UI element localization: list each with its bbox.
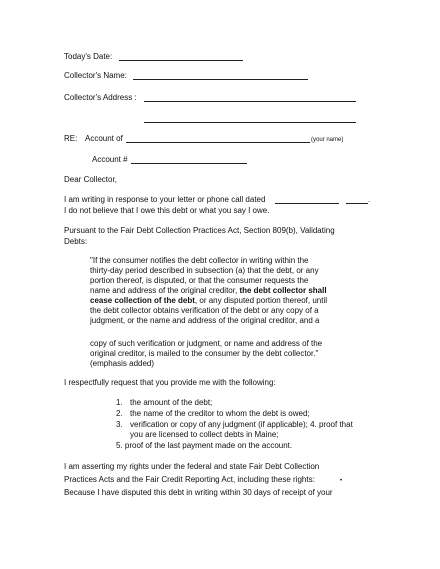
date-label: Today's Date: [64,52,113,61]
quote-line-6: the debt collector obtains verification of the debt or any copy of a [90,306,319,315]
your-name-note: (your name) [311,137,344,143]
para1-line2: I do not believe that I owe this debt or what you say I owe. [64,206,270,215]
quote-line-5-regular: , or any disputed portion thereof, until [194,296,328,305]
quote-emphasis-2: cease collection of the debt [90,296,195,305]
para1-period: . [368,195,371,204]
account-number-field-line[interactable] [131,163,247,164]
date-field-line[interactable] [119,60,243,61]
closing-line-1: I am asserting my rights under the federal and state Fair Debt Collection [64,462,320,471]
request-intro: I respectfully request that you provide me with the following: [64,378,276,387]
quote-line-3: portion thereof, is disputed, or that the consumer requests the [90,276,309,285]
closing-line-3: Because I have disputed this debt in writing within 30 days of receipt of your [64,488,333,497]
quote-emphasis-1: the debt collector shall [239,286,327,295]
call-date-field-line[interactable] [275,203,339,204]
collector-name-field-line[interactable] [133,79,308,80]
request-3-number: 3. [116,420,123,429]
request-1: the amount of the debt; [130,398,213,407]
quote-line-1: "If the consumer notifies the debt collector in writing within the [90,256,309,265]
request-2-number: 2. [116,409,123,418]
request-5: 5. proof of the last payment made on the account. [116,441,293,450]
quote-line-4 [90,286,327,296]
collector-address-label: Collector's Address : [64,93,137,102]
salutation: Dear Collector, [64,175,117,184]
quote-line-4-regular: name and address of the original creditor, [90,286,238,295]
re-label: RE: [64,134,78,143]
collector-address-line-1[interactable] [144,101,356,102]
call-date-extra-line[interactable] [346,203,368,204]
account-of-label: Account of [85,134,123,143]
collector-address-line-2[interactable] [144,122,356,123]
bullet-icon: • [340,478,343,484]
account-of-field-line[interactable] [126,142,310,143]
request-1-number: 1. [116,398,123,407]
request-3: verification or copy of any judgment (if applicable); 4. proof that [130,420,353,429]
closing-line-2: Practices Acts and the Fair Credit Reporting Act, including these rights: [64,475,315,484]
para1-line1: I am writing in response to your letter or phone call dated [64,195,266,204]
request-3-continued: you are licensed to collect debts in Maine; [130,430,279,439]
collector-name-label: Collector's Name: [64,71,127,80]
request-2: the name of the creditor to whom the debt is owed; [130,409,310,418]
quote-line-7: judgment, or the name and address of the original creditor, and a [90,316,320,325]
para2-line2: Debts: [64,237,88,246]
quote-line-8: copy of such verification or judgment, or name and address of the [90,339,323,348]
quote-line-10: (emphasis added) [90,359,155,368]
para2-line1: Pursuant to the Fair Debt Collection Practices Act, Section 809(b), Validating [64,226,335,235]
quote-line-5 [90,296,327,306]
account-number-label: Account # [92,155,128,164]
quote-line-9: original creditor, is mailed to the consumer by the debt collector." [90,349,319,358]
quote-line-2: thirty-day period described in subsection (a) that the debt, or any [90,266,319,275]
